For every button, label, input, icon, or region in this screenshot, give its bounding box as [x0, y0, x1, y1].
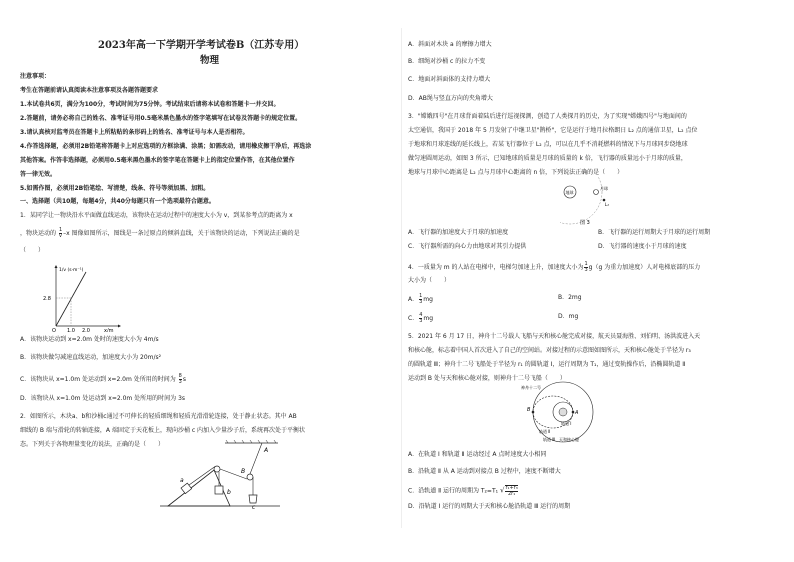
- notice-line: 4.作答选择题，必须用2B铅笔将答题卡上对应选项的方框涂满、涂黑；如需改动，请用橡皮擦干净后，再选涂: [20, 143, 312, 150]
- q5-stem-line4: 运动到 B 处与天和核心舱对接，则神舟十二号飞船（ ）: [408, 375, 566, 382]
- q4-option-c: C． $\frac{4}{3}$ mg D．mg: [408, 312, 579, 324]
- q1-option-c: C．该物块从 x=1.0m 处运动到 x=2.0m 处所用的时间为 $\frac{8}{3}$ s: [20, 373, 186, 385]
- q1-graph-tick-y: 2.8: [43, 296, 51, 302]
- q5-label-a: A: [575, 410, 579, 416]
- exam-title: 2023年高一下学期开学考试卷B（江苏专用）: [98, 40, 305, 51]
- notice-line: 答一律无效。: [20, 171, 57, 178]
- q2-option-a: A．斜面对木块 a 的摩擦力增大: [408, 41, 492, 48]
- q1-stem: 1．某同学让一物块沿水平面做直线运动，该物块在运动过程中的速度大小为 v，到某参考点的距离为 x: [20, 212, 293, 219]
- q2-block-b: [215, 486, 223, 494]
- q2-label-c: c: [252, 504, 256, 510]
- q4-option-a: A． $\frac{1}{3}$ mg B．2mg: [408, 293, 582, 305]
- q1-graph-x-arrow: [118, 325, 121, 328]
- q3-l2-label: L₂: [605, 202, 609, 207]
- q1-answer-blank: （ ）: [20, 247, 45, 254]
- q2-stem-line3: 态。下列关于各物理量变化的说法，正确的是（ ）: [20, 441, 165, 448]
- section-one-heading: 一、选择题（共10题，每题4分，共40分每题只有一个选项最符合题意。: [20, 198, 215, 205]
- q5-label-b: B: [527, 407, 531, 413]
- q5-earth: [559, 408, 567, 416]
- q5-stem-line3: 的圆轨道 Ⅲ；神舟十二号飞船处于半径为 r₁ 的圆轨道 Ⅰ，运行周期为 T₁，通过变轨操作后，沿椭圆轨道 Ⅱ: [408, 361, 686, 368]
- q2-diagram: [140, 440, 290, 510]
- q1-graph-origin: O: [52, 328, 56, 332]
- q5-option-b: B．沿轨道 Ⅱ 从 A 运动到对接点 B 过程中，速度不断增大: [408, 468, 561, 475]
- q2-option-d: D．AB绳与竖直方向的夹角增大: [408, 95, 493, 102]
- q2-label-b: b: [227, 489, 231, 496]
- q3-earth-label: 地球: [565, 190, 574, 195]
- q1-graph-xunit: x/m: [104, 328, 114, 332]
- q3-stem: 3．"嫦娥四号"在月球背面着陆后进行巡视探测，创造了人类探月的历史，为了实现"嫦娥四号"与地面间的: [408, 113, 687, 120]
- q5-option-d: D．沿轨道 Ⅰ 运行的周期大于天和核心舱沿轨道 Ⅲ 运行的周期: [408, 503, 571, 510]
- q1-graph-ylabel: 1/v (s·m⁻¹): [59, 268, 84, 273]
- q4-stem-line2: 大小为（ ）: [408, 277, 451, 284]
- q5-core-label: 轨道 Ⅲ 天和核心舱: [543, 437, 580, 442]
- q1-option-d: D．该物块从 x=1.0m 处运动到 x=2.0m 处所用的时间为 3s: [20, 395, 186, 402]
- q2-option-c: C．地面对斜面体的支持力增大: [408, 76, 491, 83]
- notice-line: 2.答题前，请务必将自己的姓名、准考证号用0.5毫米黑色墨水的签字笔填写在试卷及答题卡的规定位置。: [20, 115, 302, 122]
- q5-orbit2-label: 轨道 Ⅱ: [539, 429, 551, 434]
- q5-option-a: A．在轨道 Ⅰ 和轨道 Ⅱ 运动经过 A 点时速度大小相同: [408, 451, 547, 458]
- q1-option-a: A．该物块运动到 x=2.0m 处时的速度大小为 4m/s: [20, 336, 159, 343]
- q3-stem-line4: 做匀速圆周运动，如图 3 所示，已知地球的质量是月球的质量的 k 倍，飞行器的质量远小于月球的质量，: [408, 155, 687, 162]
- q1-graph: [42, 262, 122, 332]
- q5-point-a: [572, 411, 575, 414]
- q1-graph-tick-x1: 1.0: [67, 328, 75, 332]
- q2-label-B: B: [241, 468, 246, 475]
- notice-line: 1.本试卷共6页，满分为100分，考试时间为75分钟。考试结束后请将本试卷和答题卡一并交回。: [20, 101, 280, 108]
- q3-stem-line5: 地球与月球中心距离是 L₂ 点与月球中心距离的 n 倍，下列说法正确的是（ ）: [408, 169, 624, 176]
- column-divider: [401, 28, 402, 528]
- notice-line: 其他答案。作答非选择题，必须用0.5毫米黑色墨水的签字笔在答题卡上的指定位置作答，在其他位置作: [20, 157, 295, 164]
- q3-l2-point: [603, 199, 606, 202]
- q3-moon-label: 月球: [600, 186, 608, 191]
- q3-stem-line2: 太空通信，我国于 2018 年 5 月发射了中继卫星"鹊桥"，它是运行于地月拉格朗日 L₂ 点的通信卫星，L₂ 点位: [408, 127, 698, 134]
- q2-stem: 2．如图所示，木块a、b和沙桶c通过不可伸长的轻质细绳和轻质光滑滑轮连接，处于静止状态。其中 AB: [20, 413, 297, 420]
- q5-orbit1-label: 轨道 Ⅰ: [561, 421, 572, 426]
- q2-block-a: [181, 483, 192, 493]
- q3-orbit: [560, 176, 602, 224]
- q1-option-b: B．该物块做匀减速直线运动，加速度大小为 20m/s²: [20, 354, 162, 361]
- q1-graph-tick-x2: 2.0: [82, 328, 90, 332]
- q2-label-a: a: [180, 477, 184, 484]
- q2-rope: [189, 467, 215, 486]
- q2-label-A: A: [264, 447, 269, 454]
- q2-option-b: B．细绳对沙桶 c 的拉力不变: [408, 58, 486, 65]
- q2-rope-ab: [250, 443, 262, 474]
- notice-line: 3.请认真核对监考员在答题卡上所粘贴的条形码上的姓名、准考证号与本人是否相符。: [20, 129, 249, 136]
- notice-line: 考生在答题前请认真阅读本注意事项及各题答题要求: [20, 87, 159, 94]
- q5-diagram: [503, 378, 628, 446]
- q2-stem-line2: 细线的 B 端与滑轮的转轴连接，A 端固定于天花板上，现向沙桶 c 内加入少量沙子后，系统再次处于平衡状: [20, 427, 306, 434]
- q3-stem-line3: 于地球和月球连线的延长线上，若某飞行器位于 L₂ 点，可以在几乎不消耗燃料的情况下与月球同步绕地球: [408, 141, 688, 148]
- q5-point-b: [532, 411, 535, 414]
- q2-pulley-b: [247, 474, 253, 480]
- q4-stem: 4．一质量为 m 的人站在电梯中，电梯匀加速上升，加速度大小为 $\frac{1}{3}$ g（g 为重力加速度）人对电梯底部的压力: [408, 261, 701, 273]
- q1-stem-line2: ，物块运动的 $\frac{1}{v}$ –x 图像如图所示，图线是一条过原点的倾斜直线，关于该物块的运动，下列说法正确的是: [20, 227, 300, 239]
- exam-subject: 物理: [200, 55, 220, 66]
- notice-line: 5.如需作图，必须用2B铅笔绘、写清楚，线条、符号等须加黑、加粗。: [20, 185, 210, 192]
- q1-graph-y-arrow: [55, 265, 58, 268]
- q2-bucket-c: [249, 495, 257, 503]
- q3-moon: [594, 190, 599, 195]
- q3-option-c: C．飞行器所需的向心力由地球对其引力提供 D．飞行器的速度小于月球的速度: [408, 243, 687, 250]
- q5-stem-line2: 和核心舱，标志着中国人首次进入了自己的空间站。对接过程的示意图如图所示，天和核心舱处于半径为 r₃: [408, 347, 691, 354]
- q5-stem: 5．2021 年 6 月 17 日，神舟十二号载人飞船与天和核心舱完成对接，航天员聂海胜、刘伯明、汤洪波进入天: [408, 333, 701, 340]
- q5-ship-label: 神舟十二号: [521, 385, 541, 390]
- q5-option-c: C．沿轨道 Ⅱ 运行的周期为 T₂=T₁ √ $\frac{\text{r₁+r₃}}{\text{2r₁}}$: [408, 485, 518, 497]
- q3-diagram: [560, 176, 620, 228]
- q3-caption: 图 3: [580, 220, 590, 226]
- notice-heading: 注意事项：: [20, 73, 51, 80]
- q3-option-a: A．飞行器的加速度大于月球的加速度 B．飞行器的运行周期大于月球的运行周期: [408, 229, 711, 236]
